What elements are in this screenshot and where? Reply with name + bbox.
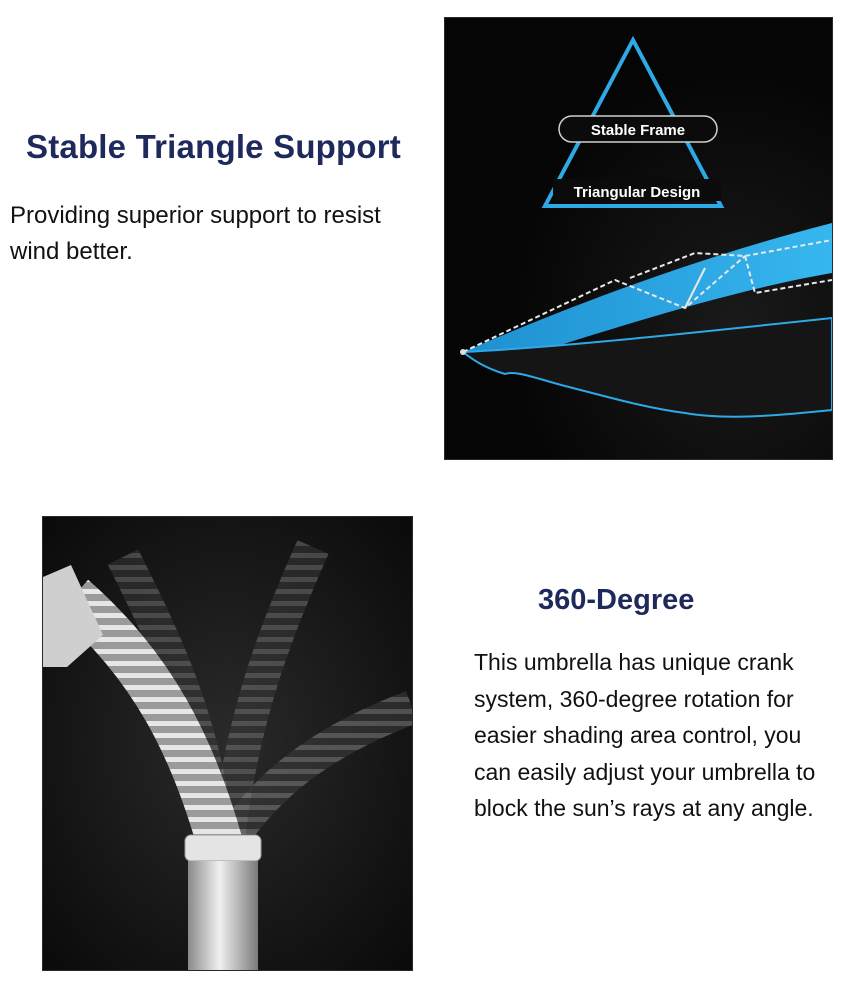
crank-rotation-image: [42, 516, 413, 971]
section-triangle-heading: Stable Triangle Support: [26, 128, 401, 165]
pole-collar: [185, 835, 261, 861]
lower-pole: [188, 861, 258, 970]
flexible-pole-illustration: [43, 517, 412, 970]
section-rotation-heading: 360-Degree: [538, 584, 695, 616]
umbrella-frame-illustration: [445, 18, 832, 459]
umbrella-frame-image: [444, 17, 833, 460]
section-rotation-description: This umbrella has unique crank system, 360-degree rotation for easier shading area control, you can easily adjust your umbrella to block the sun’s rays at any angle.: [474, 649, 816, 822]
stable-frame-label: Stable Frame: [590, 122, 686, 139]
triangular-design-label: Triangular Design: [573, 184, 701, 201]
section-triangle-description: Providing superior support to resist wind better.: [10, 202, 381, 265]
